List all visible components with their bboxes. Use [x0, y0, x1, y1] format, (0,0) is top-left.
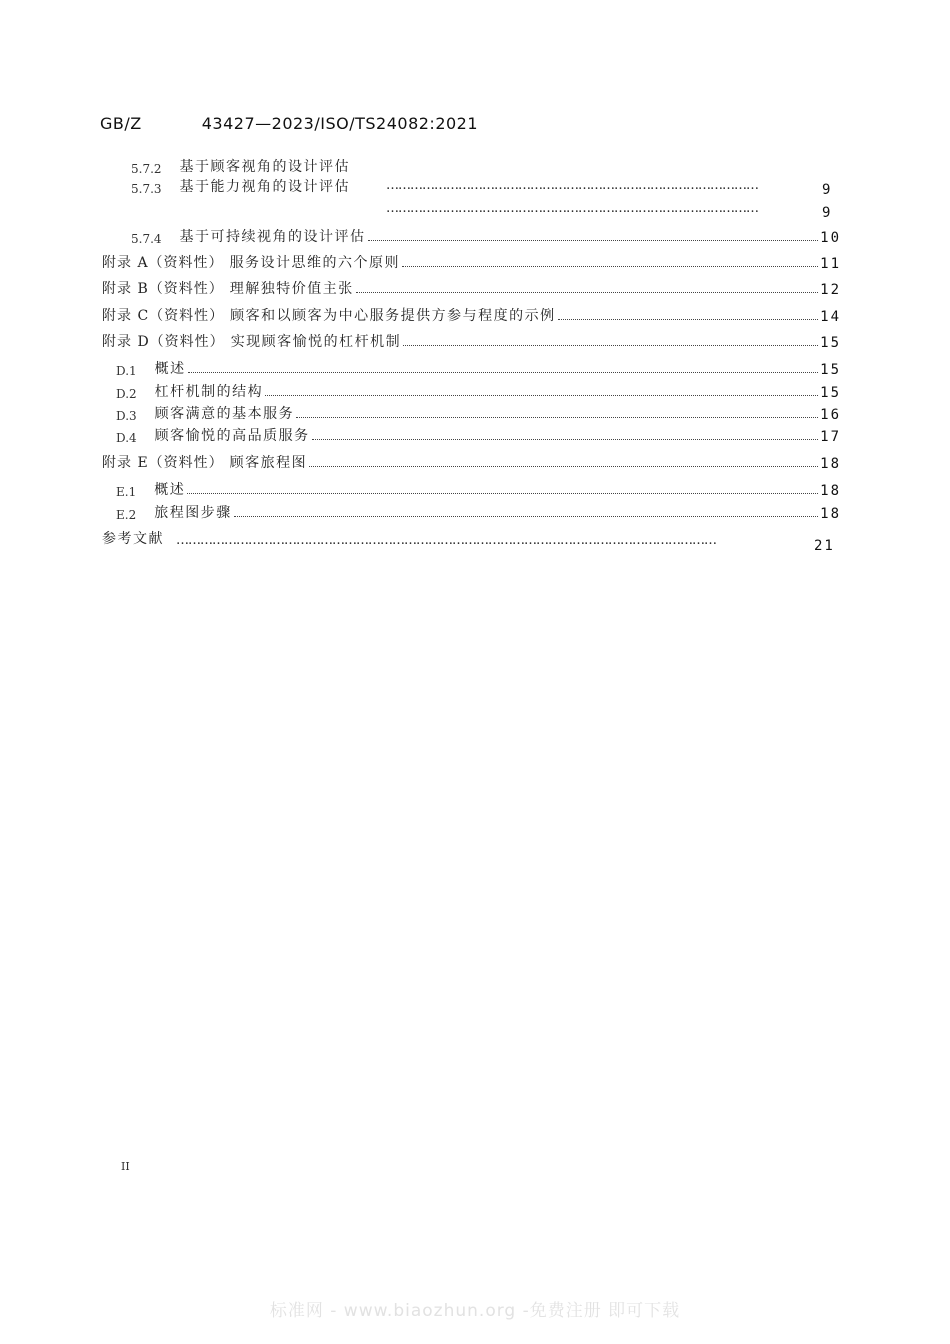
- toc-entry-d-3[interactable]: [116, 403, 841, 423]
- toc-entry-appendix-d[interactable]: [102, 331, 841, 351]
- toc-title: 顾客和以顾客为中心服务提供方参与程度的示例: [230, 308, 556, 324]
- toc-number: 5.7.2: [131, 162, 162, 176]
- toc-prefix: 附录 C（资料性）: [102, 308, 225, 324]
- toc-title: 参考文献: [102, 531, 164, 547]
- toc-leader: [402, 265, 818, 267]
- toc-leader-line: ………………………………………………………………………………………………………………………: [176, 533, 716, 548]
- toc-number: D.4: [116, 431, 137, 445]
- toc-title: 顾客旅程图: [229, 455, 308, 471]
- toc-title: 概述: [154, 361, 186, 377]
- toc-number: D.2: [116, 387, 137, 401]
- standard-prefix: GB/Z: [100, 114, 142, 133]
- toc-entry-e-1[interactable]: [116, 479, 841, 499]
- toc-entry-d-4[interactable]: [116, 425, 841, 445]
- toc-page-5-7-3: 9: [822, 205, 831, 221]
- toc-entry-5-7-3[interactable]: [131, 176, 350, 196]
- toc-entry-5-7-4[interactable]: [131, 226, 841, 246]
- standard-number: 43427—2023/ISO/TS24082:2021: [201, 114, 479, 133]
- toc-title: 服务设计思维的六个原则: [229, 255, 401, 271]
- toc-number: D.3: [116, 409, 137, 423]
- toc-page: 11: [820, 256, 841, 272]
- toc-number: E.2: [116, 508, 137, 522]
- toc-page: 15: [820, 362, 841, 378]
- toc-page: 18: [820, 483, 841, 499]
- toc-title: 基于顾客视角的设计评估: [179, 159, 351, 175]
- toc-leader: [309, 465, 818, 467]
- toc-leader: [188, 371, 818, 373]
- toc-page: 12: [820, 282, 841, 298]
- toc-number: E.1: [116, 485, 137, 499]
- page-number: II: [121, 1160, 130, 1173]
- toc-page: 17: [820, 429, 841, 445]
- toc-page: 15: [820, 385, 841, 401]
- toc-leader: [368, 239, 819, 241]
- toc-entry-appendix-a[interactable]: [102, 252, 841, 272]
- toc-prefix: 附录 E（资料性）: [102, 455, 224, 471]
- toc-page: 16: [820, 407, 841, 423]
- toc-page: 10: [820, 230, 841, 246]
- toc-leader-line: …………………………………………………………………………………: [386, 178, 758, 193]
- toc-leader: [558, 318, 818, 320]
- toc-entry-e-2[interactable]: [116, 502, 841, 522]
- toc-title: 顾客愉悦的高品质服务: [154, 428, 310, 444]
- toc-title: 旅程图步骤: [154, 505, 232, 521]
- toc-page: 18: [820, 506, 841, 522]
- toc-page: 15: [820, 335, 841, 351]
- toc-title: 理解独特价值主张: [229, 281, 354, 297]
- document-header: [100, 114, 478, 133]
- toc-title: 概述: [154, 482, 186, 498]
- toc-title: 基于能力视角的设计评估: [179, 179, 351, 195]
- toc-leader: [403, 344, 818, 346]
- toc-entry-5-7-2[interactable]: [131, 156, 350, 176]
- toc-prefix: 附录 B（资料性）: [102, 281, 224, 297]
- toc-title: 顾客满意的基本服务: [154, 406, 295, 422]
- toc-prefix: 附录 D（资料性）: [102, 334, 225, 350]
- toc-leader: [356, 291, 818, 293]
- toc-number: D.1: [116, 364, 137, 378]
- toc-entry-appendix-b[interactable]: [102, 278, 841, 298]
- toc-entry-references[interactable]: [102, 528, 164, 548]
- toc-page-5-7-2: 9: [822, 182, 831, 198]
- toc-page: 18: [820, 456, 841, 472]
- toc-entry-d-2[interactable]: [116, 381, 841, 401]
- toc-leader-line: …………………………………………………………………………………: [386, 201, 758, 216]
- toc-title: 杠杆机制的结构: [154, 384, 264, 400]
- toc-leader: [265, 394, 818, 396]
- toc-leader: [234, 515, 818, 517]
- toc-entry-appendix-c[interactable]: [102, 305, 841, 325]
- toc-leader: [296, 416, 818, 418]
- toc-page: 14: [820, 309, 841, 325]
- toc-entry-appendix-e[interactable]: [102, 452, 841, 472]
- toc-page-references: 21: [814, 538, 835, 554]
- toc-leader: [187, 492, 818, 494]
- toc-title: 实现顾客愉悦的杠杆机制: [230, 334, 402, 350]
- toc-prefix: 附录 A（资料性）: [102, 255, 224, 271]
- toc-number: 5.7.3: [131, 182, 162, 196]
- toc-leader: [312, 438, 818, 440]
- toc-title: 基于可持续视角的设计评估: [179, 229, 366, 245]
- toc-entry-d-1[interactable]: [116, 358, 841, 378]
- toc-number: 5.7.4: [131, 232, 162, 246]
- footer-watermark: 标准网 - www.biaozhun.org -免费注册 即可下载: [269, 1301, 681, 1321]
